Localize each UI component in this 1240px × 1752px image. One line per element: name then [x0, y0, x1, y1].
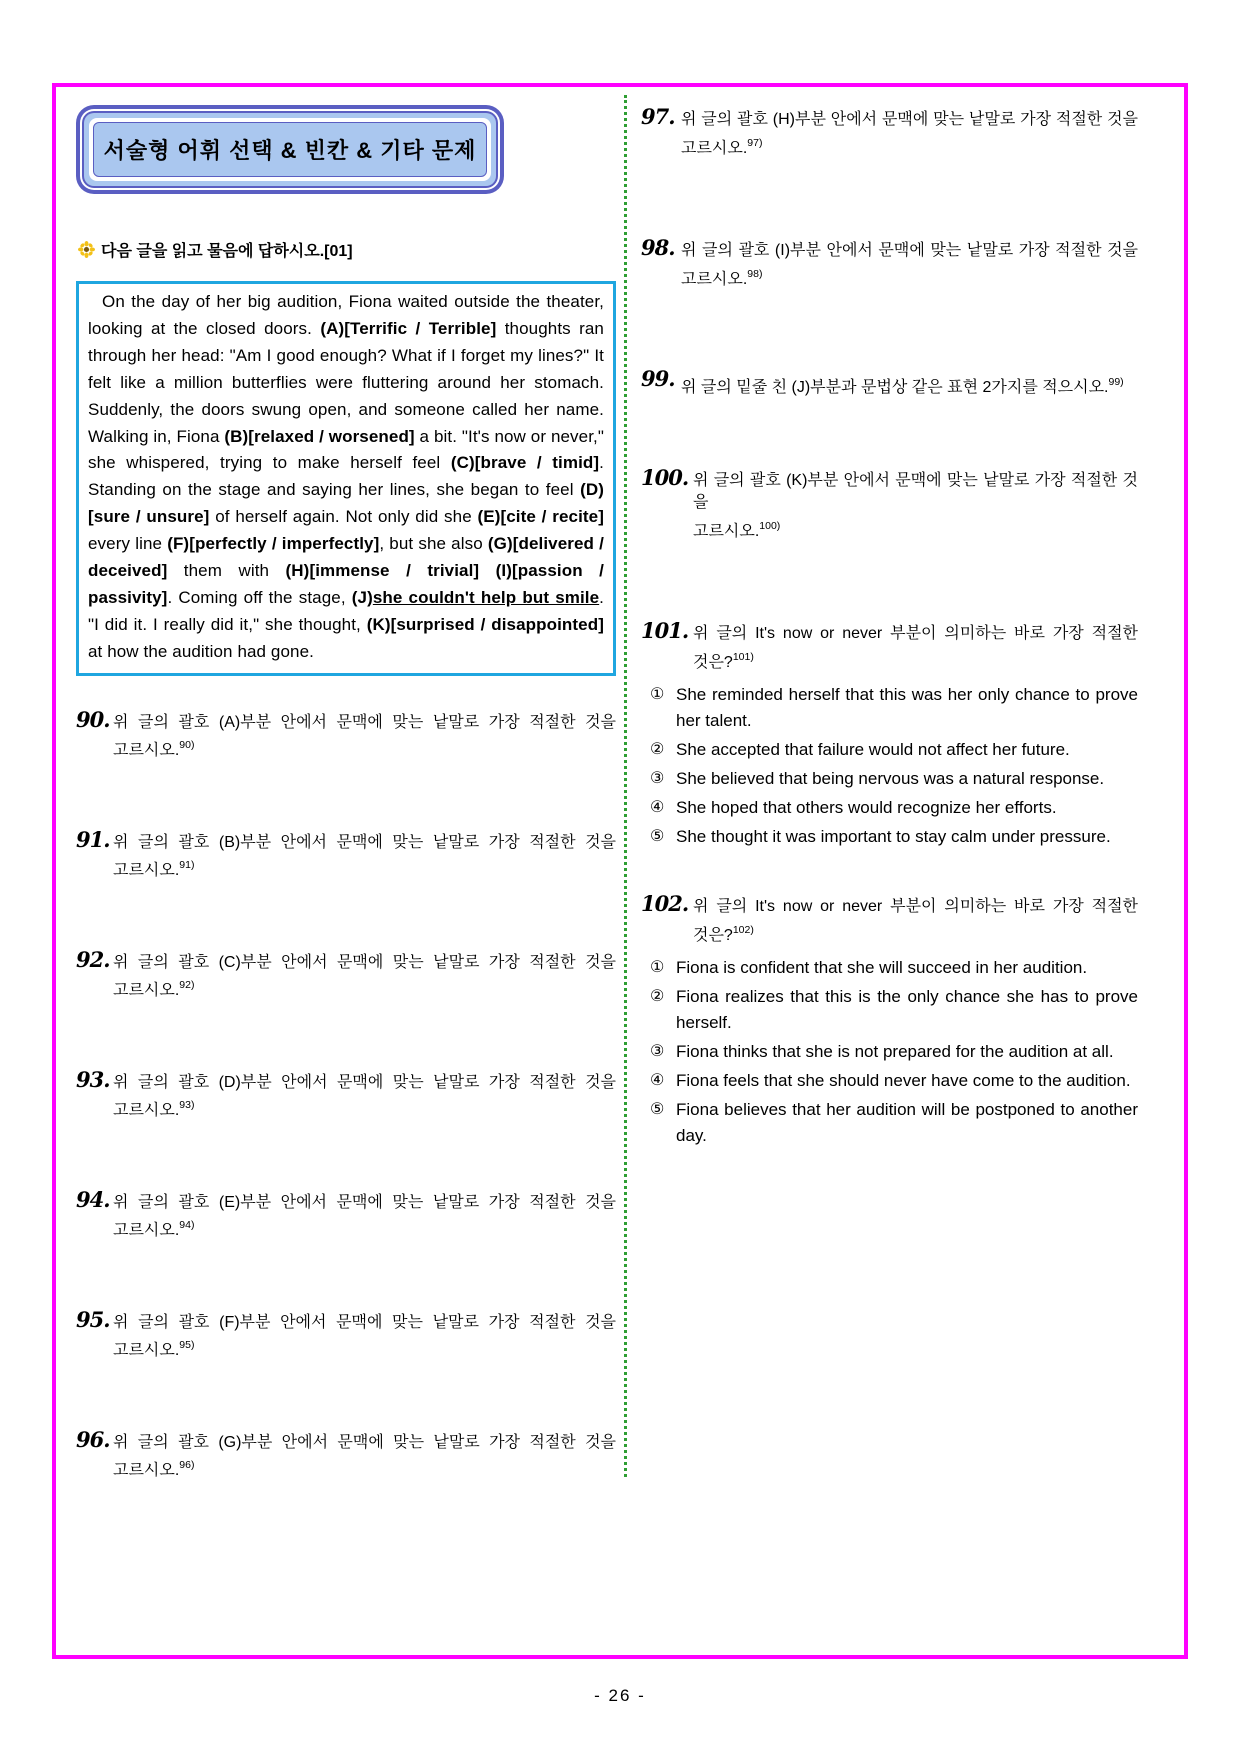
- question-text-line1: 위 글의 괄호 (H)부분 안에서 문맥에 맞는 낱말로 가장 적절한 것을: [681, 111, 1138, 128]
- passage-segment: [479, 561, 495, 580]
- question-94: [76, 1186, 616, 1243]
- option-1: [647, 955, 1138, 981]
- left-question-list: [76, 706, 616, 1483]
- question-text-line2: 고르시오.$^{92)}$: [113, 979, 195, 1000]
- option-marker: ③: [650, 1043, 665, 1060]
- option-text: She reminded herself that this was her only chance to prove her talent.: [676, 685, 1138, 730]
- question-text-line1: 위 글의 괄호 (C)부분 안에서 문맥에 맞는 낱말로 가장 적절한 것을: [113, 953, 616, 971]
- passage-segment: (H)[immense / trivial]: [285, 561, 480, 581]
- option-text: She thought it was important to stay calm under pressure.: [676, 827, 1111, 846]
- option-marker: ④: [650, 799, 665, 816]
- question-number: 97.: [641, 104, 675, 129]
- question-96: [76, 1426, 616, 1483]
- option-text: She believed that being nervous was a natural response.: [676, 769, 1105, 788]
- footnote-ref: 91): [179, 859, 195, 872]
- option-marker: ⑤: [650, 828, 665, 845]
- question-text-line1: 위 글의 It's now or never 부분이 의미하는 바로 가장 적절한: [693, 625, 1138, 642]
- passage-segment: On the day of her big audition, Fiona waited outside the theater, looking at the closed doors.: [88, 292, 604, 338]
- passage-segment: a bit. "It's now or never," she whispered, trying to make herself feel: [88, 426, 604, 473]
- question-number: 102.: [641, 891, 689, 916]
- passage-box: [76, 281, 616, 676]
- question-number: 93.: [76, 1066, 110, 1092]
- question-text-line2: 고르시오.$^{97)}$: [681, 136, 763, 157]
- question-text-line1: 위 글의 괄호 (G)부분 안에서 문맥에 맞는 낱말로 가장 적절한 것을: [113, 1433, 616, 1451]
- question-90: [76, 706, 616, 763]
- question-text-line1: 위 글의 괄호 (K)부분 안에서 문맥에 맞는 낱말로 가장 적절한 것을: [693, 471, 1138, 511]
- question-number: 101.: [641, 618, 689, 643]
- passage-segment: (K)[surprised / disappointed]: [366, 614, 604, 634]
- option-4: [647, 1068, 1138, 1094]
- option-text: Fiona feels that she should never have come to the audition.: [676, 1071, 1131, 1090]
- option-1: [647, 682, 1138, 734]
- question-text-line2: 고르시오.$^{100)}$: [693, 519, 781, 540]
- instruction-text: 다음 글을 읽고 물음에 답하시오.[01]: [101, 243, 353, 260]
- question-95: [76, 1306, 616, 1363]
- passage-segment: (A)[Terrific / Terrible]: [320, 318, 497, 338]
- question-text-line2: 고르시오.$^{95)}$: [113, 1339, 195, 1360]
- option-marker: ①: [650, 959, 665, 976]
- passage-segment: (D)[sure / unsure]: [88, 480, 604, 527]
- question-text-line1: 위 글의 It's now or never 부분이 의미하는 바로 가장 적절한: [693, 898, 1138, 915]
- option-4: [647, 795, 1138, 821]
- question-text-line2: 고르시오.$^{96)}$: [113, 1459, 195, 1480]
- footnote-ref: 97): [747, 136, 763, 149]
- footnote-ref: 92): [179, 979, 195, 992]
- question-number: 100.: [641, 464, 689, 490]
- question-93: [76, 1066, 616, 1123]
- question-text-line1: 위 글의 괄호 (B)부분 안에서 문맥에 맞는 낱말로 가장 적절한 것을: [113, 833, 616, 851]
- footnote-ref: 102): [732, 923, 754, 936]
- option-text: Fiona believes that her audition will be postponed to another day.: [676, 1100, 1138, 1145]
- section-title-box: [76, 105, 504, 194]
- option-marker: ⑤: [650, 1101, 665, 1118]
- option-text: Fiona realizes that this is the only chance she has to prove herself.: [676, 987, 1138, 1032]
- question-number: 96.: [76, 1426, 110, 1452]
- question-number: 92.: [76, 946, 110, 972]
- passage-segment: (J): [351, 587, 373, 607]
- passage-segment: (B)[relaxed / worsened]: [224, 426, 415, 446]
- option-marker: ④: [650, 1072, 665, 1089]
- footnote-ref: 96): [179, 1459, 195, 1472]
- option-3: [647, 1039, 1138, 1065]
- footnote-ref: 101): [732, 650, 754, 663]
- option-3: [647, 766, 1138, 792]
- option-2: [647, 984, 1138, 1036]
- passage-segment: (F)[perfectly / imperfectly]: [167, 534, 380, 554]
- question-text-line1: 위 글의 괄호 (A)부분 안에서 문맥에 맞는 낱말로 가장 적절한 것을: [113, 713, 616, 731]
- footnote-ref: 95): [179, 1339, 195, 1352]
- question-97: [641, 104, 1138, 160]
- right-question-list: [641, 95, 1138, 1195]
- passage-segment: every line: [88, 534, 168, 554]
- question-91: [76, 826, 616, 883]
- passage-segment: . Coming off the stage,: [167, 587, 352, 607]
- question-99: [641, 366, 1138, 400]
- question-text-line2: 고르시오.$^{90)}$: [113, 739, 195, 760]
- question-101: [641, 618, 1138, 850]
- question-text-line2: 고르시오.$^{94)}$: [113, 1219, 195, 1240]
- question-92: [76, 946, 616, 1003]
- passage-segment: at how the audition had gone.: [88, 641, 314, 661]
- option-text: She accepted that failure would not affect her future.: [676, 740, 1070, 759]
- option-5: [647, 1097, 1138, 1149]
- question-text-line2: 고르시오.$^{91)}$: [113, 859, 195, 880]
- question-number: 90.: [76, 706, 110, 732]
- question-98: [641, 235, 1138, 291]
- passage-segment: of herself again. Not only did she: [209, 507, 478, 527]
- question-text-line2: 고르시오.$^{98)}$: [681, 267, 763, 288]
- page-number: - 26 -: [594, 1686, 646, 1705]
- question-number: 99.: [641, 366, 675, 391]
- question-number: 94.: [76, 1186, 110, 1212]
- option-list: [647, 955, 1138, 1149]
- instruction-row: [78, 238, 616, 261]
- footnote-ref: 94): [179, 1219, 195, 1232]
- option-text: Fiona is confident that she will succeed in her audition.: [676, 958, 1088, 977]
- option-marker: ②: [650, 741, 665, 758]
- question-text-line1: 위 글의 괄호 (F)부분 안에서 문맥에 맞는 낱말로 가장 적절한 것을: [113, 1313, 616, 1331]
- flower-icon: [78, 241, 95, 258]
- question-number: 98.: [641, 235, 675, 260]
- section-title: 서술형 어휘 선택 & 빈칸 & 기타 문제: [93, 122, 487, 177]
- footnote-ref: 90): [179, 739, 195, 752]
- passage-segment: (E)[cite / recite]: [477, 507, 604, 527]
- passage-segment: them with: [167, 561, 286, 581]
- question-text: 위 글의 밑줄 친 (J)부분과 문법상 같은 표현 2가지를 적으시오.$^{99)}$: [681, 376, 1124, 396]
- footnote-ref: 98): [747, 267, 763, 280]
- option-2: [647, 737, 1138, 763]
- option-5: [647, 824, 1138, 850]
- question-text-line2: 고르시오.$^{93)}$: [113, 1099, 195, 1120]
- page-border: [52, 83, 1188, 1659]
- passage-segment: she couldn't help but smile: [372, 587, 600, 607]
- passage-segment: (C)[brave / timid]: [450, 453, 600, 473]
- footnote-ref: 93): [179, 1099, 195, 1112]
- passage-segment: thoughts ran through her head: "Am I good enough? What if I forget my lines?" It felt like a million butterflies were fluttering around her stomach. Suddenly, the doors swung open, and someone called her name. Walking in, Fiona: [88, 318, 604, 446]
- left-column: [76, 105, 616, 1552]
- option-marker: ②: [650, 988, 665, 1005]
- option-marker: ③: [650, 770, 665, 787]
- question-number: 95.: [76, 1306, 110, 1332]
- question-number: 91.: [76, 826, 110, 852]
- passage-segment: (I)[passion / passivity]: [88, 561, 604, 607]
- passage-segment: . Standing on the stage and saying her lines, she began to feel: [88, 453, 604, 500]
- question-102: [641, 891, 1138, 1149]
- footnote-ref: 99): [1108, 376, 1124, 388]
- option-marker: ①: [650, 686, 665, 703]
- question-100: [641, 464, 1138, 544]
- option-text: Fiona thinks that she is not prepared for the audition at all.: [676, 1042, 1114, 1061]
- question-text-line1: 위 글의 괄호 (E)부분 안에서 문맥에 맞는 낱말로 가장 적절한 것을: [113, 1193, 616, 1211]
- passage-segment: , but she also: [379, 534, 488, 554]
- footnote-ref: 100): [759, 519, 781, 532]
- question-text-line2: 것은?$^{102)}$: [693, 923, 754, 944]
- column-divider: [624, 95, 627, 1477]
- passage-segment: . "I did it. I really did it," she thought,: [88, 587, 604, 634]
- option-list: [647, 682, 1138, 850]
- question-text-line1: 위 글의 괄호 (D)부분 안에서 문맥에 맞는 낱말로 가장 적절한 것을: [113, 1073, 616, 1091]
- option-text: She hoped that others would recognize her efforts.: [676, 798, 1057, 817]
- passage-segment: (G)[delivered / deceived]: [88, 534, 604, 581]
- question-text-line2: 것은?$^{101)}$: [693, 650, 754, 671]
- question-text-line1: 위 글의 괄호 (I)부분 안에서 문맥에 맞는 낱말로 가장 적절한 것을: [681, 242, 1138, 259]
